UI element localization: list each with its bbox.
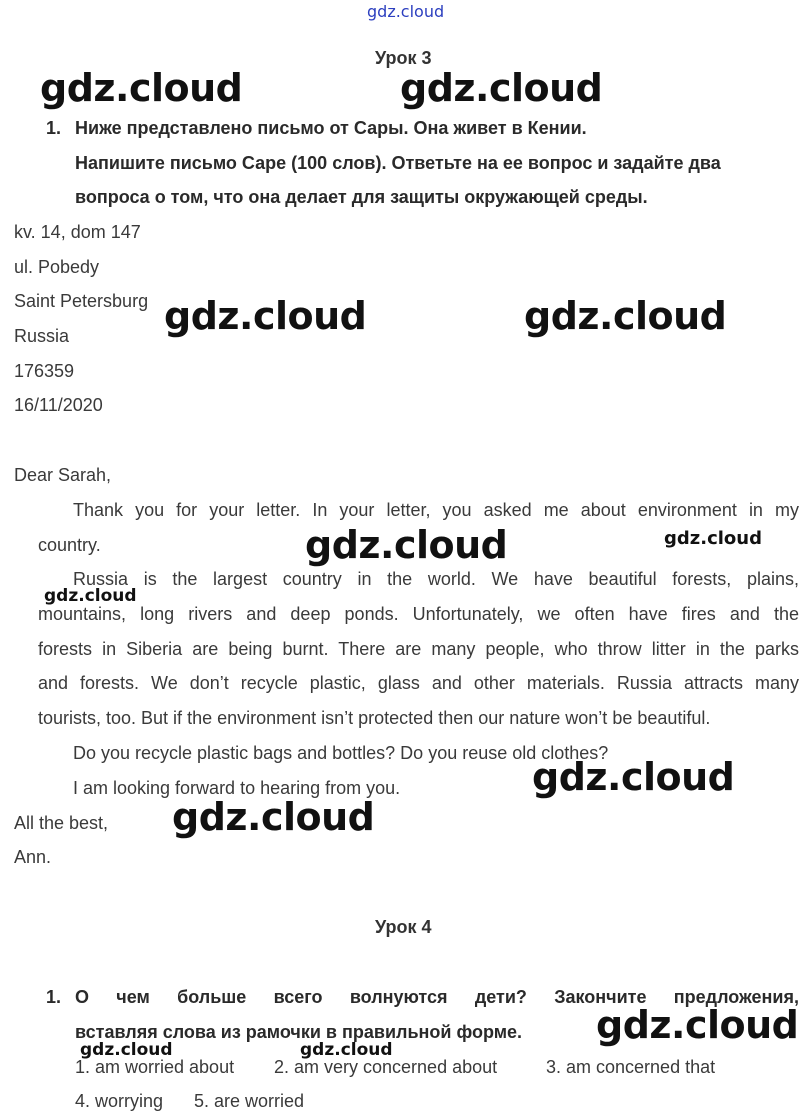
letter-closing: All the best,: [14, 813, 109, 833]
watermark: gdz.cloud: [524, 294, 727, 338]
option-item: 4. worrying: [75, 1091, 164, 1111]
letter-line: Thank you for your letter. In your letter, you asked me about environment in my: [73, 500, 799, 520]
task-number: 1.: [46, 118, 62, 138]
task-number: 1.: [46, 987, 62, 1007]
watermark: gdz.cloud: [596, 1003, 799, 1047]
letter-line: Do you recycle plastic bags and bottles? Do you reuse old clothes?: [73, 743, 609, 763]
watermark: gdz.cloud: [172, 795, 375, 839]
letter-line: country.: [38, 535, 101, 555]
option-item: 5. are worried: [194, 1091, 305, 1111]
address-line: kv. 14, dom 147: [14, 222, 141, 242]
letter-greeting: Dear Sarah,: [14, 465, 112, 485]
address-line: Russia: [14, 326, 70, 346]
letter-line: Russia is the largest country in the world. We have beautiful forests, plains,: [73, 569, 799, 589]
watermark: gdz.cloud: [400, 66, 603, 110]
watermark: gdz.cloud: [80, 1040, 173, 1060]
watermark: gdz.cloud: [44, 586, 137, 606]
watermark: gdz.cloud: [532, 755, 735, 799]
task-line-3: вопроса о том, что она делает для защиты окружающей среды.: [75, 187, 648, 207]
option-item: 1. am worried about: [75, 1057, 235, 1077]
watermark: gdz.cloud: [300, 1040, 393, 1060]
lesson-3-title: Урок 3: [375, 48, 432, 68]
watermark: gdz.cloud: [664, 528, 762, 549]
task-line-1: О чем больше всего волнуются дети? Закончите предложения,: [75, 987, 799, 1007]
option-item: 2. am very concerned about: [274, 1057, 498, 1077]
letter-line: forests in Siberia are being burnt. There are many people, who throw litter in the parks: [38, 639, 799, 659]
task-line-1: Ниже представлено письмо от Сары. Она живет в Кении.: [75, 118, 587, 138]
watermark: gdz.cloud: [164, 294, 367, 338]
address-line: ul. Pobedy: [14, 257, 100, 277]
option-item: 3. am concerned that: [546, 1057, 716, 1077]
letter-line: tourists, too. But if the environment isn’t protected then our nature won’t be beautiful.: [38, 708, 711, 728]
task-line-2: вставляя слова из рамочки в правильной форме.: [75, 1022, 523, 1042]
address-line: Saint Petersburg: [14, 291, 149, 311]
lesson-4-title: Урок 4: [375, 917, 432, 937]
letter-line: I am looking forward to hearing from you.: [73, 778, 401, 798]
letter-line: mountains, long rivers and deep ponds. Unfortunately, we often have fires and the: [38, 604, 799, 624]
letter-date: 16/11/2020: [14, 395, 103, 415]
watermark: gdz.cloud: [305, 523, 508, 567]
letter-signature: Ann.: [14, 847, 52, 867]
address-line: 176359: [14, 361, 75, 381]
watermark: gdz.cloud: [40, 66, 243, 110]
site-watermark: gdz.cloud: [367, 2, 445, 21]
task-line-2: Напишите письмо Саре (100 слов). Ответьте на ее вопрос и задайте два: [75, 153, 721, 173]
letter-line: and forests. We don’t recycle plastic, glass and other materials. Russia attracts many: [38, 673, 799, 693]
